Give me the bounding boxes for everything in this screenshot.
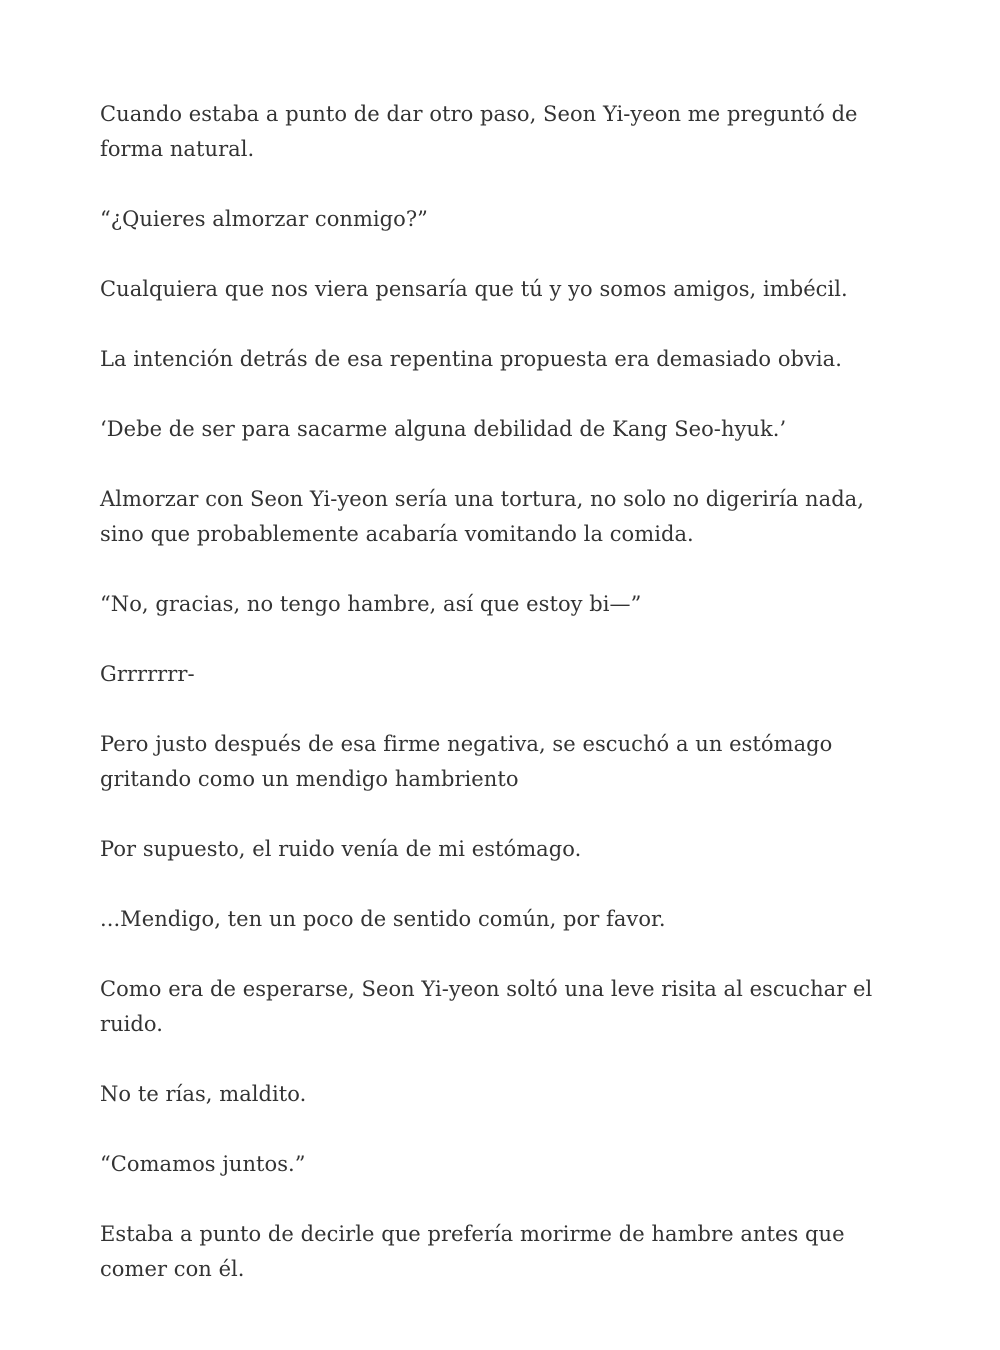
- paragraph: Almorzar con Seon Yi-yeon sería una tortura, no solo no digeriría nada, sino que probablemente acabaría vomitando la comida.: [100, 487, 864, 546]
- paragraph: Grrrrrrr-: [100, 662, 195, 686]
- paragraph: “No, gracias, no tengo hambre, así que estoy bi—”: [100, 592, 642, 616]
- paragraph: Por supuesto, el ruido venía de mi estómago.: [100, 837, 582, 861]
- paragraph: Cualquiera que nos viera pensaría que tú y yo somos amigos, imbécil.: [100, 277, 848, 301]
- paragraph: Cuando estaba a punto de dar otro paso, Seon Yi-yeon me preguntó de forma natural.: [100, 102, 858, 161]
- paragraph: “¿Quieres almorzar conmigo?”: [100, 207, 428, 231]
- paragraph: ‘Debe de ser para sacarme alguna debilidad de Kang Seo-hyuk.’: [100, 417, 787, 441]
- paragraph: “Comamos juntos.”: [100, 1152, 306, 1176]
- paragraph: Estaba a punto de decirle que prefería morirme de hambre antes que comer con él.: [100, 1222, 845, 1281]
- paragraph: La intención detrás de esa repentina propuesta era demasiado obvia.: [100, 347, 842, 371]
- paragraph: Como era de esperarse, Seon Yi-yeon soltó una leve risita al escuchar el ruido.: [100, 977, 873, 1036]
- paragraph: ...Mendigo, ten un poco de sentido común, por favor.: [100, 907, 666, 931]
- paragraph: No te rías, maldito.: [100, 1082, 307, 1106]
- document-page: [100, 97, 900, 1322]
- paragraph: Pero justo después de esa firme negativa, se escuchó a un estómago gritando como un mendigo hambriento: [100, 732, 833, 791]
